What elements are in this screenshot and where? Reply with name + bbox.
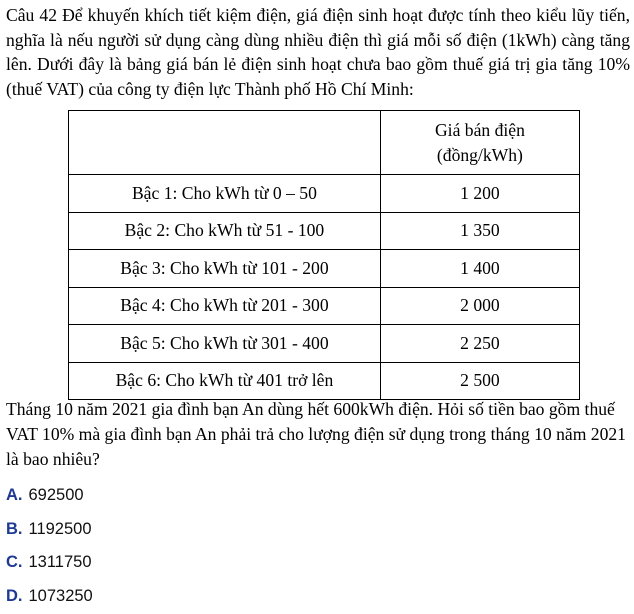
price-cell: 1 400 — [380, 250, 579, 288]
question-text: Tháng 10 năm 2021 gia đình bạn An dùng hết 600kWh điện. Hỏi số tiền bao gồm thuế VAT 10% mà gia đình bạn An phải trả cho lượng điện sử dụng trong tháng 10 năm 2021 là bao nhiêu? — [6, 397, 626, 472]
price-cell: 2 500 — [380, 362, 579, 400]
option-value: 1192500 — [29, 520, 92, 538]
table-row — [69, 175, 580, 213]
option-c[interactable] — [6, 547, 93, 581]
tier-cell: Bậc 4: Cho kWh từ 201 - 300 — [69, 287, 381, 325]
option-letter: A. — [6, 486, 23, 504]
table-header-row — [69, 111, 580, 175]
option-letter: C. — [6, 553, 23, 571]
header-tier-cell — [69, 111, 381, 175]
option-value: 1311750 — [29, 553, 92, 571]
option-value: 692500 — [29, 486, 84, 504]
price-cell: 2 000 — [380, 287, 579, 325]
tier-cell: Bậc 5: Cho kWh từ 301 - 400 — [69, 325, 381, 363]
answer-options — [6, 480, 93, 614]
tier-cell: Bậc 6: Cho kWh từ 401 trở lên — [69, 362, 381, 400]
option-letter: B. — [6, 520, 23, 538]
header-price-unit: (đồng/kWh) — [437, 145, 523, 165]
tier-cell: Bậc 1: Cho kWh từ 0 – 50 — [69, 175, 381, 213]
option-letter: D. — [6, 587, 23, 605]
table-row — [69, 325, 580, 363]
table-row — [69, 362, 580, 400]
table-row — [69, 250, 580, 288]
option-d[interactable] — [6, 581, 93, 614]
price-cell: 2 250 — [380, 325, 579, 363]
question-intro: Câu 42 Để khuyến khích tiết kiệm điện, giá điện sinh hoạt được tính theo kiểu lũy tiến, nghĩa là nếu người sử dụng càng dùng nhiều điện thì giá mỗi số điện (1kWh) càng tăng lên. Dưới đây là bảng giá bán lẻ điện sinh hoạt chưa bao gồm thuế giá trị gia tăng 10% (thuế VAT) của công ty điện lực Thành phố Hồ Chí Minh: — [6, 3, 630, 101]
table-row — [69, 287, 580, 325]
price-cell: 1 350 — [380, 212, 579, 250]
header-price-cell — [380, 111, 579, 175]
option-a[interactable] — [6, 480, 93, 514]
price-cell: 1 200 — [380, 175, 579, 213]
option-b[interactable] — [6, 514, 93, 548]
tier-cell: Bậc 2: Cho kWh từ 51 - 100 — [69, 212, 381, 250]
electricity-price-table — [68, 110, 580, 400]
tier-cell: Bậc 3: Cho kWh từ 101 - 200 — [69, 250, 381, 288]
table-row — [69, 212, 580, 250]
header-price-label: Giá bán điện — [435, 120, 525, 140]
option-value: 1073250 — [29, 587, 93, 605]
